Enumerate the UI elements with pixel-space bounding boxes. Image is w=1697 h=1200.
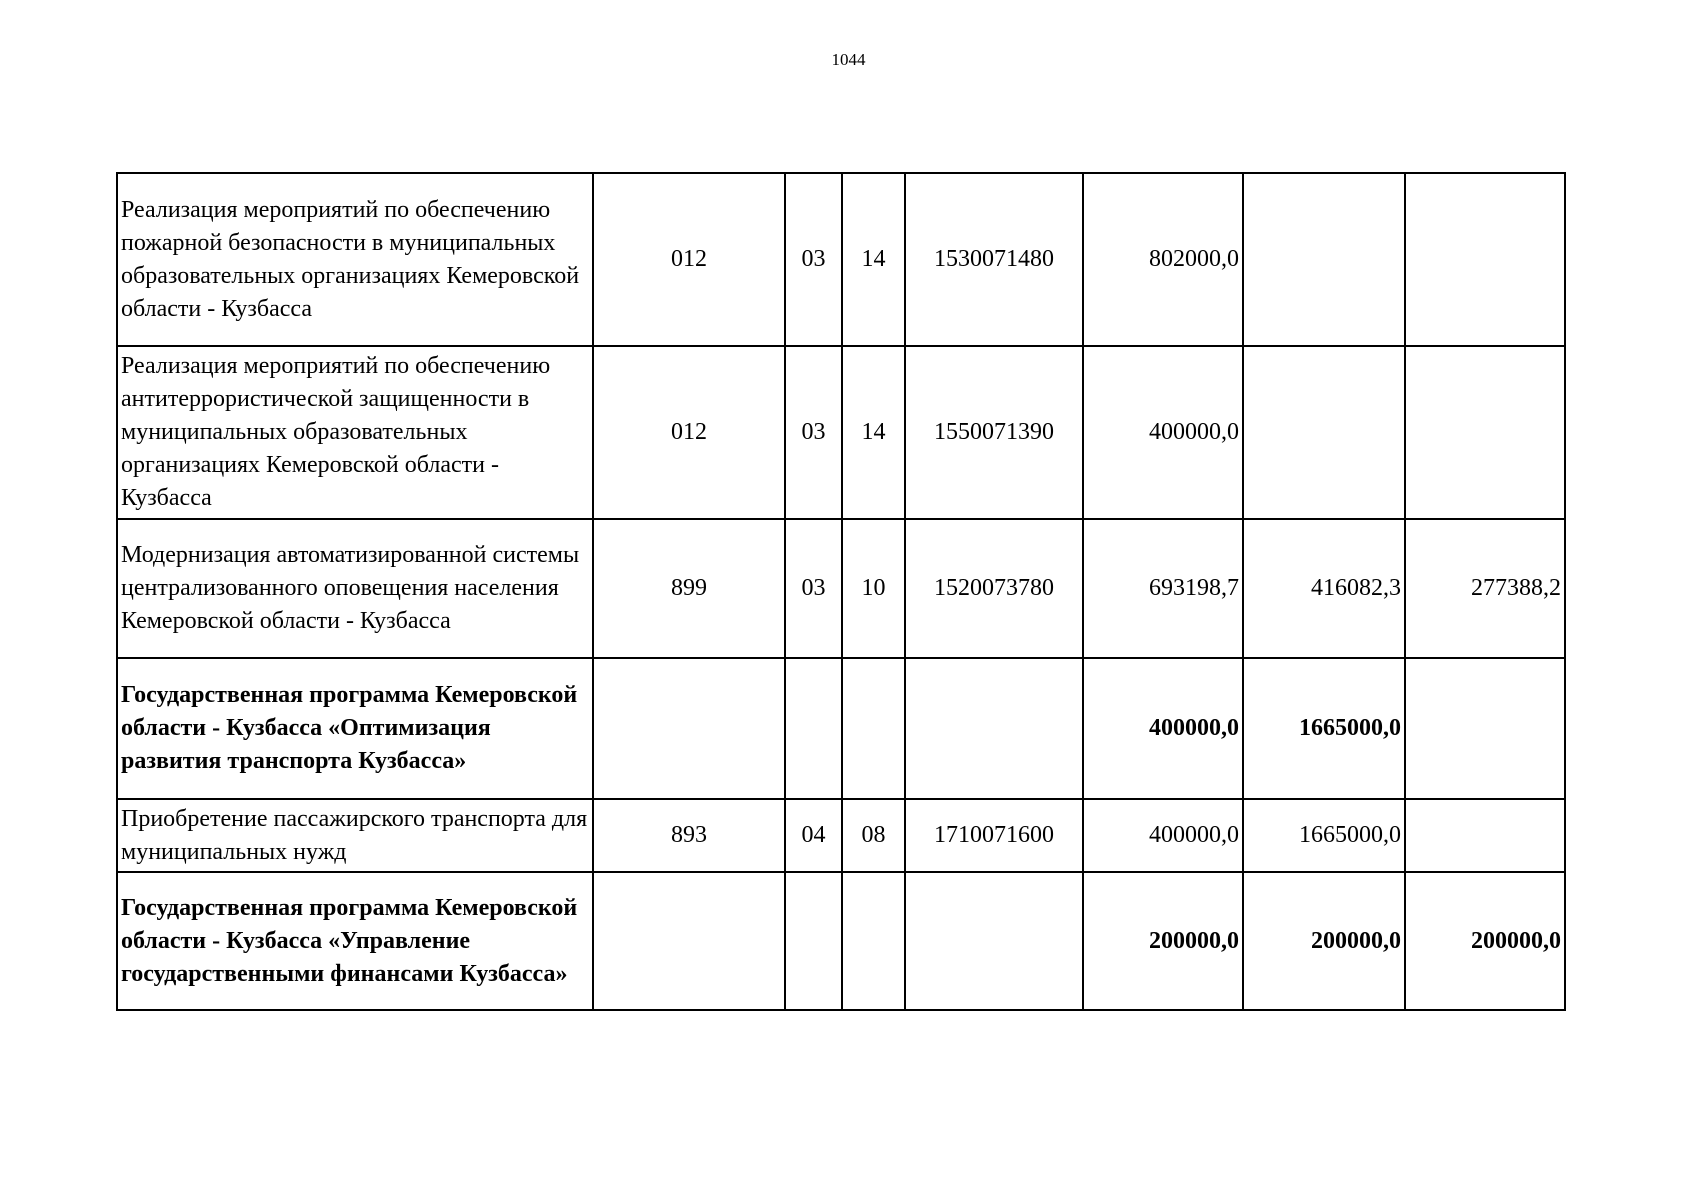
year1-amount-cell: 802000,0 xyxy=(1083,173,1243,346)
year1-amount-cell: 400000,0 xyxy=(1083,658,1243,799)
subsection-cell: 14 xyxy=(842,346,905,519)
row-name-cell: Модернизация автоматизированной системы централизованного оповещения населения Кемеровской области - Кузбасса xyxy=(117,519,593,658)
subsection-cell xyxy=(842,872,905,1010)
year2-amount-cell: 416082,3 xyxy=(1243,519,1405,658)
row-name-cell: Государственная программа Кемеровской области - Кузбасса «Управление государственными финансами Кузбасса» xyxy=(117,872,593,1010)
section-cell: 03 xyxy=(785,346,842,519)
ministry-code-cell: 893 xyxy=(593,799,785,872)
table-row xyxy=(117,346,1565,519)
target-article-cell xyxy=(905,658,1083,799)
section-cell: 04 xyxy=(785,799,842,872)
year1-amount-cell: 200000,0 xyxy=(1083,872,1243,1010)
row-name-cell: Приобретение пассажирского транспорта для муниципальных нужд xyxy=(117,799,593,872)
row-name-cell: Реализация мероприятий по обеспечению антитеррористической защищенности в муниципальных образовательных организациях Кемеровской области - Кузбасса xyxy=(117,346,593,519)
year3-amount-cell xyxy=(1405,173,1565,346)
subsection-cell: 08 xyxy=(842,799,905,872)
target-article-cell: 1530071480 xyxy=(905,173,1083,346)
year1-amount-cell: 400000,0 xyxy=(1083,799,1243,872)
row-name-cell: Реализация мероприятий по обеспечению пожарной безопасности в муниципальных образовательных организациях Кемеровской области - Кузбасса xyxy=(117,173,593,346)
year2-amount-cell xyxy=(1243,173,1405,346)
ministry-code-cell xyxy=(593,872,785,1010)
year3-amount-cell: 277388,2 xyxy=(1405,519,1565,658)
row-name-cell: Государственная программа Кемеровской области - Кузбасса «Оптимизация развития транспорта Кузбасса» xyxy=(117,658,593,799)
table-row xyxy=(117,173,1565,346)
year3-amount-cell xyxy=(1405,346,1565,519)
year2-amount-cell: 1665000,0 xyxy=(1243,799,1405,872)
section-cell xyxy=(785,658,842,799)
ministry-code-cell: 012 xyxy=(593,173,785,346)
page-number: 1044 xyxy=(831,50,866,69)
year2-amount-cell: 1665000,0 xyxy=(1243,658,1405,799)
ministry-code-cell: 012 xyxy=(593,346,785,519)
year2-amount-cell xyxy=(1243,346,1405,519)
year3-amount-cell xyxy=(1405,658,1565,799)
target-article-cell: 1520073780 xyxy=(905,519,1083,658)
section-cell: 03 xyxy=(785,173,842,346)
year3-amount-cell: 200000,0 xyxy=(1405,872,1565,1010)
section-cell xyxy=(785,872,842,1010)
subsection-cell xyxy=(842,658,905,799)
ministry-code-cell: 899 xyxy=(593,519,785,658)
subsection-cell: 10 xyxy=(842,519,905,658)
year3-amount-cell xyxy=(1405,799,1565,872)
year2-amount-cell: 200000,0 xyxy=(1243,872,1405,1010)
year1-amount-cell: 400000,0 xyxy=(1083,346,1243,519)
target-article-cell: 1550071390 xyxy=(905,346,1083,519)
program-total-row xyxy=(117,658,1565,799)
table-row xyxy=(117,799,1565,872)
target-article-cell: 1710071600 xyxy=(905,799,1083,872)
year1-amount-cell: 693198,7 xyxy=(1083,519,1243,658)
subsection-cell: 14 xyxy=(842,173,905,346)
target-article-cell xyxy=(905,872,1083,1010)
budget-table xyxy=(116,172,1566,1011)
table-row xyxy=(117,519,1565,658)
program-total-row xyxy=(117,872,1565,1010)
section-cell: 03 xyxy=(785,519,842,658)
ministry-code-cell xyxy=(593,658,785,799)
